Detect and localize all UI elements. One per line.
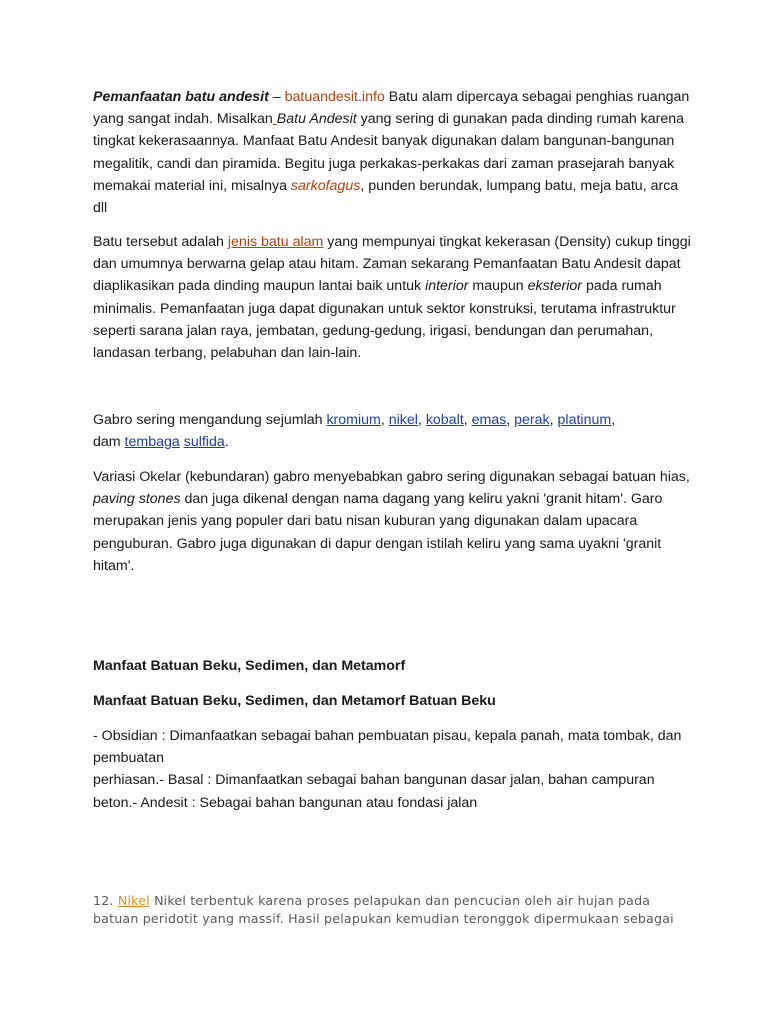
sarkofagus-link[interactable]: sarkofagus	[290, 177, 361, 194]
separator: ,	[380, 412, 389, 428]
link-tembaga[interactable]: tembaga	[124, 434, 180, 451]
paragraph-andesit-intro	[93, 86, 693, 219]
text: Nikel terbentuk karena proses pelapukan dan pencucian oleh air hujan pada batuan peridotit yang massif. Hasil pelapukan kemudian teronggok dipermukaan sebagai	[93, 893, 674, 926]
section-subheading: Manfaat Batuan Beku, Sedimen, dan Metamorf Batuan Beku	[93, 693, 496, 709]
text: Gabro sering mengandung sejumlah	[93, 412, 327, 428]
nikel-link[interactable]: Nikel	[117, 893, 150, 908]
text: Batu tersebut adalah	[93, 234, 228, 250]
separator: ,	[549, 412, 558, 428]
text-line: perhiasan.- Basal : Dimanfaatkan sebagai bahan bangunan dasar jalan, bahan campuran beton.- Andesit : Sebagai bahan bangunan atau fondasi jalan	[93, 772, 655, 811]
text: Variasi Okelar (kebundaran) gabro menyebabkan gabro sering digunakan sebagai batuan hias,	[93, 469, 690, 485]
separator: ,	[463, 412, 472, 428]
article-title: Pemanfaatan batu andesit	[93, 89, 269, 105]
link-sulfida[interactable]: sulfida	[183, 434, 225, 451]
text: .	[224, 434, 229, 451]
text: maupun	[468, 278, 528, 295]
paragraph-gabro-variasi	[93, 466, 693, 577]
text: , punden berundak, lumpang batu, meja batu, arca dll	[93, 177, 679, 217]
paragraph-batuan-beku	[93, 725, 693, 814]
separator: ,	[506, 412, 515, 428]
separator: ,	[417, 412, 426, 428]
source-link[interactable]: batuandesit.info	[284, 89, 385, 105]
link-perak[interactable]: perak	[514, 412, 550, 428]
paragraph-batu-alam	[93, 231, 693, 364]
link-emas[interactable]: emas	[471, 412, 507, 428]
italic-text: paving stones	[93, 491, 181, 508]
text-line: - Obsidian : Dimanfaatkan sebagai bahan pembuatan pisau, kepala panah, mata tombak, dan pembuatan	[93, 728, 682, 767]
dash: –	[268, 89, 285, 105]
text: Batu alam dipercaya sebagai penghias ruangan yang sangat indah. Misalkan	[93, 89, 690, 128]
italic-text: Batu Andesit	[276, 111, 357, 128]
text: yang mempunyai tingkat kekerasan (Density) cukup tinggi dan umumnya berwarna gelap atau hitam. Zaman sekarang Pemanfaatan Batu Andesit dapat diaplikasikan pada dinding maupun lantai baik untuk	[93, 234, 691, 295]
paragraph-gabro-minerals	[93, 409, 693, 453]
link-kromium[interactable]: kromium	[326, 412, 381, 428]
text: dam	[93, 434, 125, 451]
text: ,	[611, 412, 616, 428]
link-platinum[interactable]: platinum	[557, 412, 612, 428]
italic-text: eksterior	[527, 278, 582, 295]
text: dan juga dikenal dengan nama dagang yang keliru yakni 'granit hitam'. Garo merupakan jenis yang populer dari batu nisan kuburan yang digunakan dalam upacara penguburan. Gabro juga digunakan di dapur dengan istilah keliru yang sama uyakni 'granit hitam'.	[93, 491, 663, 574]
link-kobalt[interactable]: kobalt	[425, 412, 464, 428]
section-heading: Manfaat Batuan Beku, Sedimen, dan Metamorf	[93, 658, 406, 674]
list-number: 12.	[93, 893, 118, 908]
text: pada rumah minimalis. Pemanfaatan juga dapat digunakan untuk sektor konstruksi, terutama infrastruktur seperti sarana jalan raya, jembatan, gedung-gedung, irigasi, bendungan dan perumahan, landasan terbang, pelabuhan dan lain-lain.	[93, 278, 676, 362]
text: yang sering di gunakan pada dinding rumah karena tingkat kekerasaannya. Manfaat Batu Andesit banyak digunakan dalam bangunan-bangunan megalitik, candi dan piramida. Begitu juga perkakas-perkakas dari zaman prasejarah banyak memakai material ini, misalnya	[93, 111, 685, 194]
italic-text: interior	[425, 278, 469, 295]
paragraph-nikel	[93, 892, 693, 928]
jenis-batu-alam-link[interactable]: jenis batu alam	[227, 234, 324, 250]
link-nikel[interactable]: nikel	[388, 412, 418, 428]
